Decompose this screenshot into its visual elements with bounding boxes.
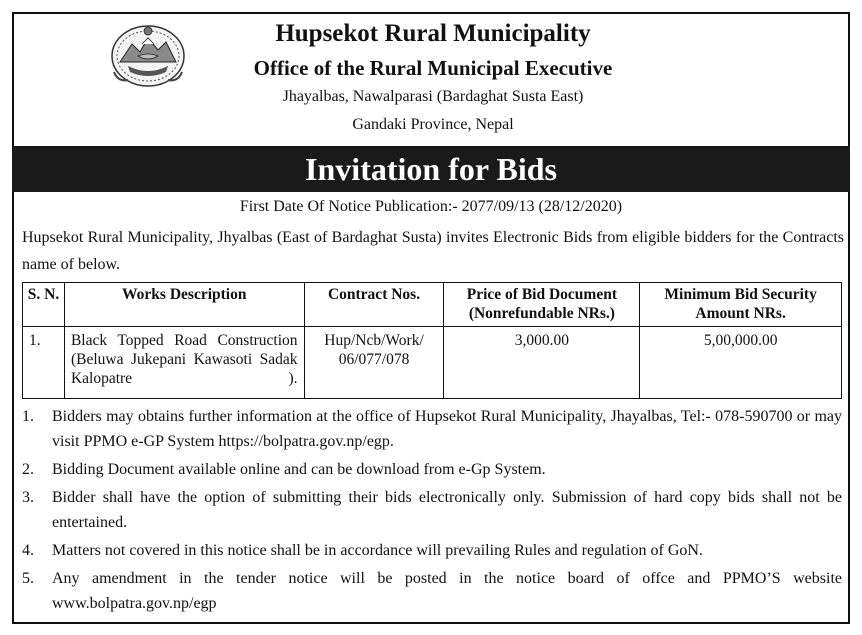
list-item (22, 404, 842, 454)
note-text: Bidding Document available online and can be download from e-Gp System. (52, 461, 546, 478)
list-item (22, 485, 842, 535)
address-line-1: Jhayalbas, Nawalparasi (Bardaghat Susta East) (282, 88, 584, 105)
intro-paragraph: Hupsekot Rural Municipality, Jhyalbas (East of Bardaghat Susta) invites Electronic Bids from eligible bidders for the Contracts name of below. (22, 229, 844, 273)
note-number: 3. (22, 489, 34, 506)
note-number: 4. (22, 542, 34, 559)
cell-sn: 1. (23, 327, 65, 399)
note-number: 5. (22, 570, 34, 587)
cell-contract-no: Hup/Ncb/Work/ 06/077/078 (304, 327, 444, 399)
cell-works-description: Black Topped Road Construction (Beluwa Jukepani Kawasoti Sadak Kalopatre ). (64, 327, 304, 399)
note-text: Bidders may obtains further information at the office of Hupsekot Rural Municipality, Jhayalbas, Tel:- 078-590700 or may visit PPMO e-GP System https://bolpatra.gov.np/egp. (52, 408, 842, 450)
notes-list (22, 404, 842, 619)
office-name: Office of the Rural Municipal Executive (253, 56, 613, 80)
header-security: Minimum Bid Security Amount NRs. (640, 283, 842, 327)
header-contract-nos: Contract Nos. (304, 283, 444, 327)
header-works-description: Works Description (64, 283, 304, 327)
publication-date: First Date Of Notice Publication:- 2077/09/13 (28/12/2020) (239, 198, 623, 215)
note-text: Matters not covered in this notice shall be in accordance will prevailing Rules and regulation of GoN. (52, 542, 703, 559)
table-header-row (23, 283, 842, 327)
note-number: 2. (22, 461, 34, 478)
list-item (22, 457, 842, 482)
note-number: 1. (22, 408, 34, 425)
note-text: Any amendment in the tender notice will be posted in the notice board of offce and PPMO’S website www.bolpatra.gov.np/egp (52, 570, 842, 612)
header-sn: S. N. (23, 283, 65, 327)
note-text: Bidder shall have the option of submitting their bids electronically only. Submission of hard copy bids shall not be entertained. (52, 489, 842, 531)
title-banner: Invitation for Bids (12, 146, 850, 192)
bids-table (22, 282, 842, 399)
cell-security: 5,00,000.00 (640, 327, 842, 399)
header-price: Price of Bid Document (Nonrefundable NRs.) (444, 283, 640, 327)
cell-price: 3,000.00 (444, 327, 640, 399)
address-line-2: Gandaki Province, Nepal (352, 116, 514, 133)
list-item (22, 538, 842, 563)
org-name: Hupsekot Rural Municipality (275, 20, 591, 47)
list-item (22, 566, 842, 616)
table-row (23, 327, 842, 399)
